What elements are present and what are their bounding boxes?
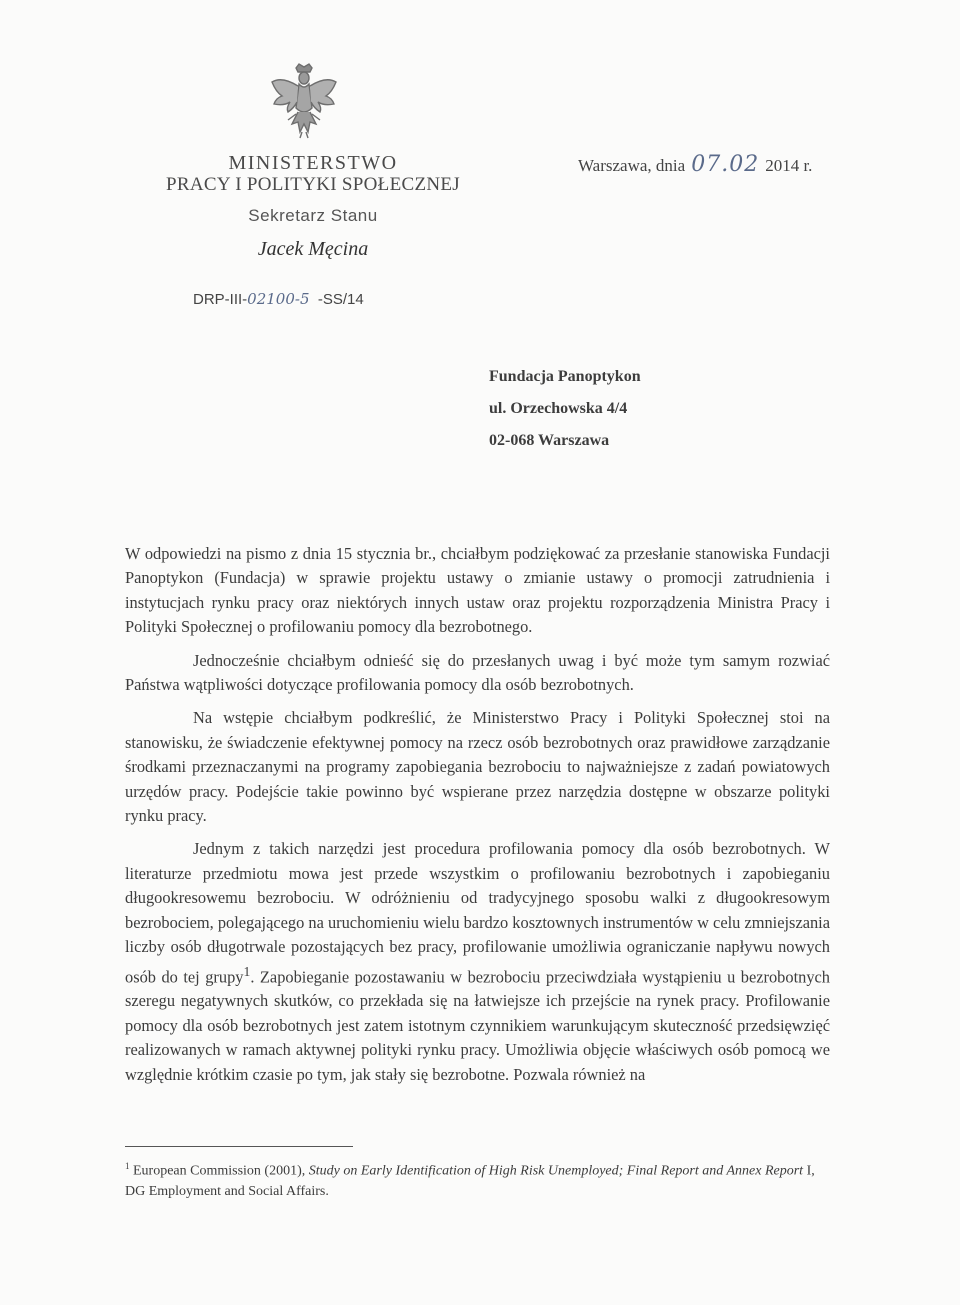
addressee-block [489, 361, 641, 457]
footnote-title: Study on Early Identification of High Risk Unemployed; Final Report and Annex Report [308, 1163, 804, 1179]
letter-date [578, 152, 812, 177]
footnote-divider [125, 1146, 353, 1147]
addressee-line3: 02-068 Warszawa [489, 432, 610, 449]
paragraph-4 [125, 837, 830, 1087]
date-suffix: 2014 r. [765, 156, 813, 175]
paragraph-4-part-a: Jednym z takich narzędzi jest procedura profilowania pomocy dla osób bezrobotnych. W literaturze przedmiotu mowa jest przede wszystkim o profilowaniu bezrobotnych i zapobieganiu długookresowemu bezrobociu. W odróżnieniu od tradycyjnego sposobu walki z długookresowym bezrobociem, polegającego na uruchomieniu wielu bardzo kosztownych instrumentów w celu zmniejszania liczby osób długotrwale pozostających bez pracy, profilowanie umożliwia ograniczanie napływu nowych osób do tej grupy [125, 839, 831, 986]
addressee-line1: Fundacja Panoptykon [489, 368, 641, 385]
date-handwritten: 07.02 [691, 152, 760, 177]
ministry-header [148, 152, 478, 261]
paragraph-2: Jednocześnie chciałbym odnieść się do przesłanych uwag i być może tym samym rozwiać Państwa wątpliwości dotyczące profilowania pomocy dla osób bezrobotnych. [125, 650, 830, 695]
paragraph-4-part-b: . Zapobieganie pozostawaniu w bezrobociu przeciwdziała wystąpieniu u bezrobotnych szeregu negatywnych skutków, co przekłada się na łatwiejsze ich przejście na rynek pracy. Profilowanie pomocy dla osób bezrobotnych jest zatem istotnym czynnikiem warunkującym skuteczność przedsięwzięć realizowanych w ramach aktywnej polityki rynku pracy. Umożliwia objęcie właściwych osób pomocą we względnie krótkim czasie po tym, jak stały się bezrobotne. Pozwala również na [125, 966, 830, 1084]
reference-prefix: DRP-III- [193, 291, 248, 308]
footnote-text-a: European Commission (2001), [129, 1163, 309, 1179]
ministry-name-line1: MINISTERSTWO [228, 152, 398, 174]
polish-eagle-emblem-icon [268, 62, 340, 140]
date-prefix: Warszawa, dnia [578, 156, 686, 175]
reference-suffix: -SS/14 [317, 291, 364, 308]
reference-number [193, 290, 364, 308]
footnote [125, 1156, 830, 1202]
sender-name: Jacek Męcina [257, 238, 369, 260]
footnote-number: 1 [125, 1161, 130, 1171]
footnote-reference: 1 [243, 963, 251, 979]
reference-handwritten: 02100-5 [247, 290, 310, 308]
letter-body [125, 542, 830, 1096]
paragraph-1: W odpowiedzi na pismo z dnia 15 stycznia br., chciałbym podziękować za przesłanie stanowiska Fundacji Panoptykon (Fundacja) w sprawie projektu ustawy o zmianie ustawy o promocji zatrudnienia i instytucjach rynku pracy oraz niektórych innych ustaw oraz projektu rozporządzenia Ministra Pracy i Polityki Społecznej o profilowaniu pomocy dla bezrobotnego. [125, 544, 830, 637]
paragraph-3: Na wstępie chciałbym podkreślić, że Ministerstwo Pracy i Polityki Społecznej stoi na stanowisku, że świadczenie efektywnej pomocy na rzecz osób bezrobotnych oraz prawidłowe zarządzanie środkami przeznaczanymi na programy zapobiegania bezrobociu to najważniejsze z zadań powiatowych urzędów pracy. Podejście takie powinno być wspierane przez narzędzia dostępne w obszarze polityki rynku pracy. [125, 708, 830, 826]
footnote-text-b: I, DG Employment and Social Affairs. [125, 1163, 815, 1199]
ministry-name-line2: PRACY I POLITYKI SPOŁECZNEJ [166, 174, 460, 195]
addressee-line2: ul. Orzechowska 4/4 [489, 400, 628, 417]
sender-role: Sekretarz Stanu [248, 206, 378, 225]
